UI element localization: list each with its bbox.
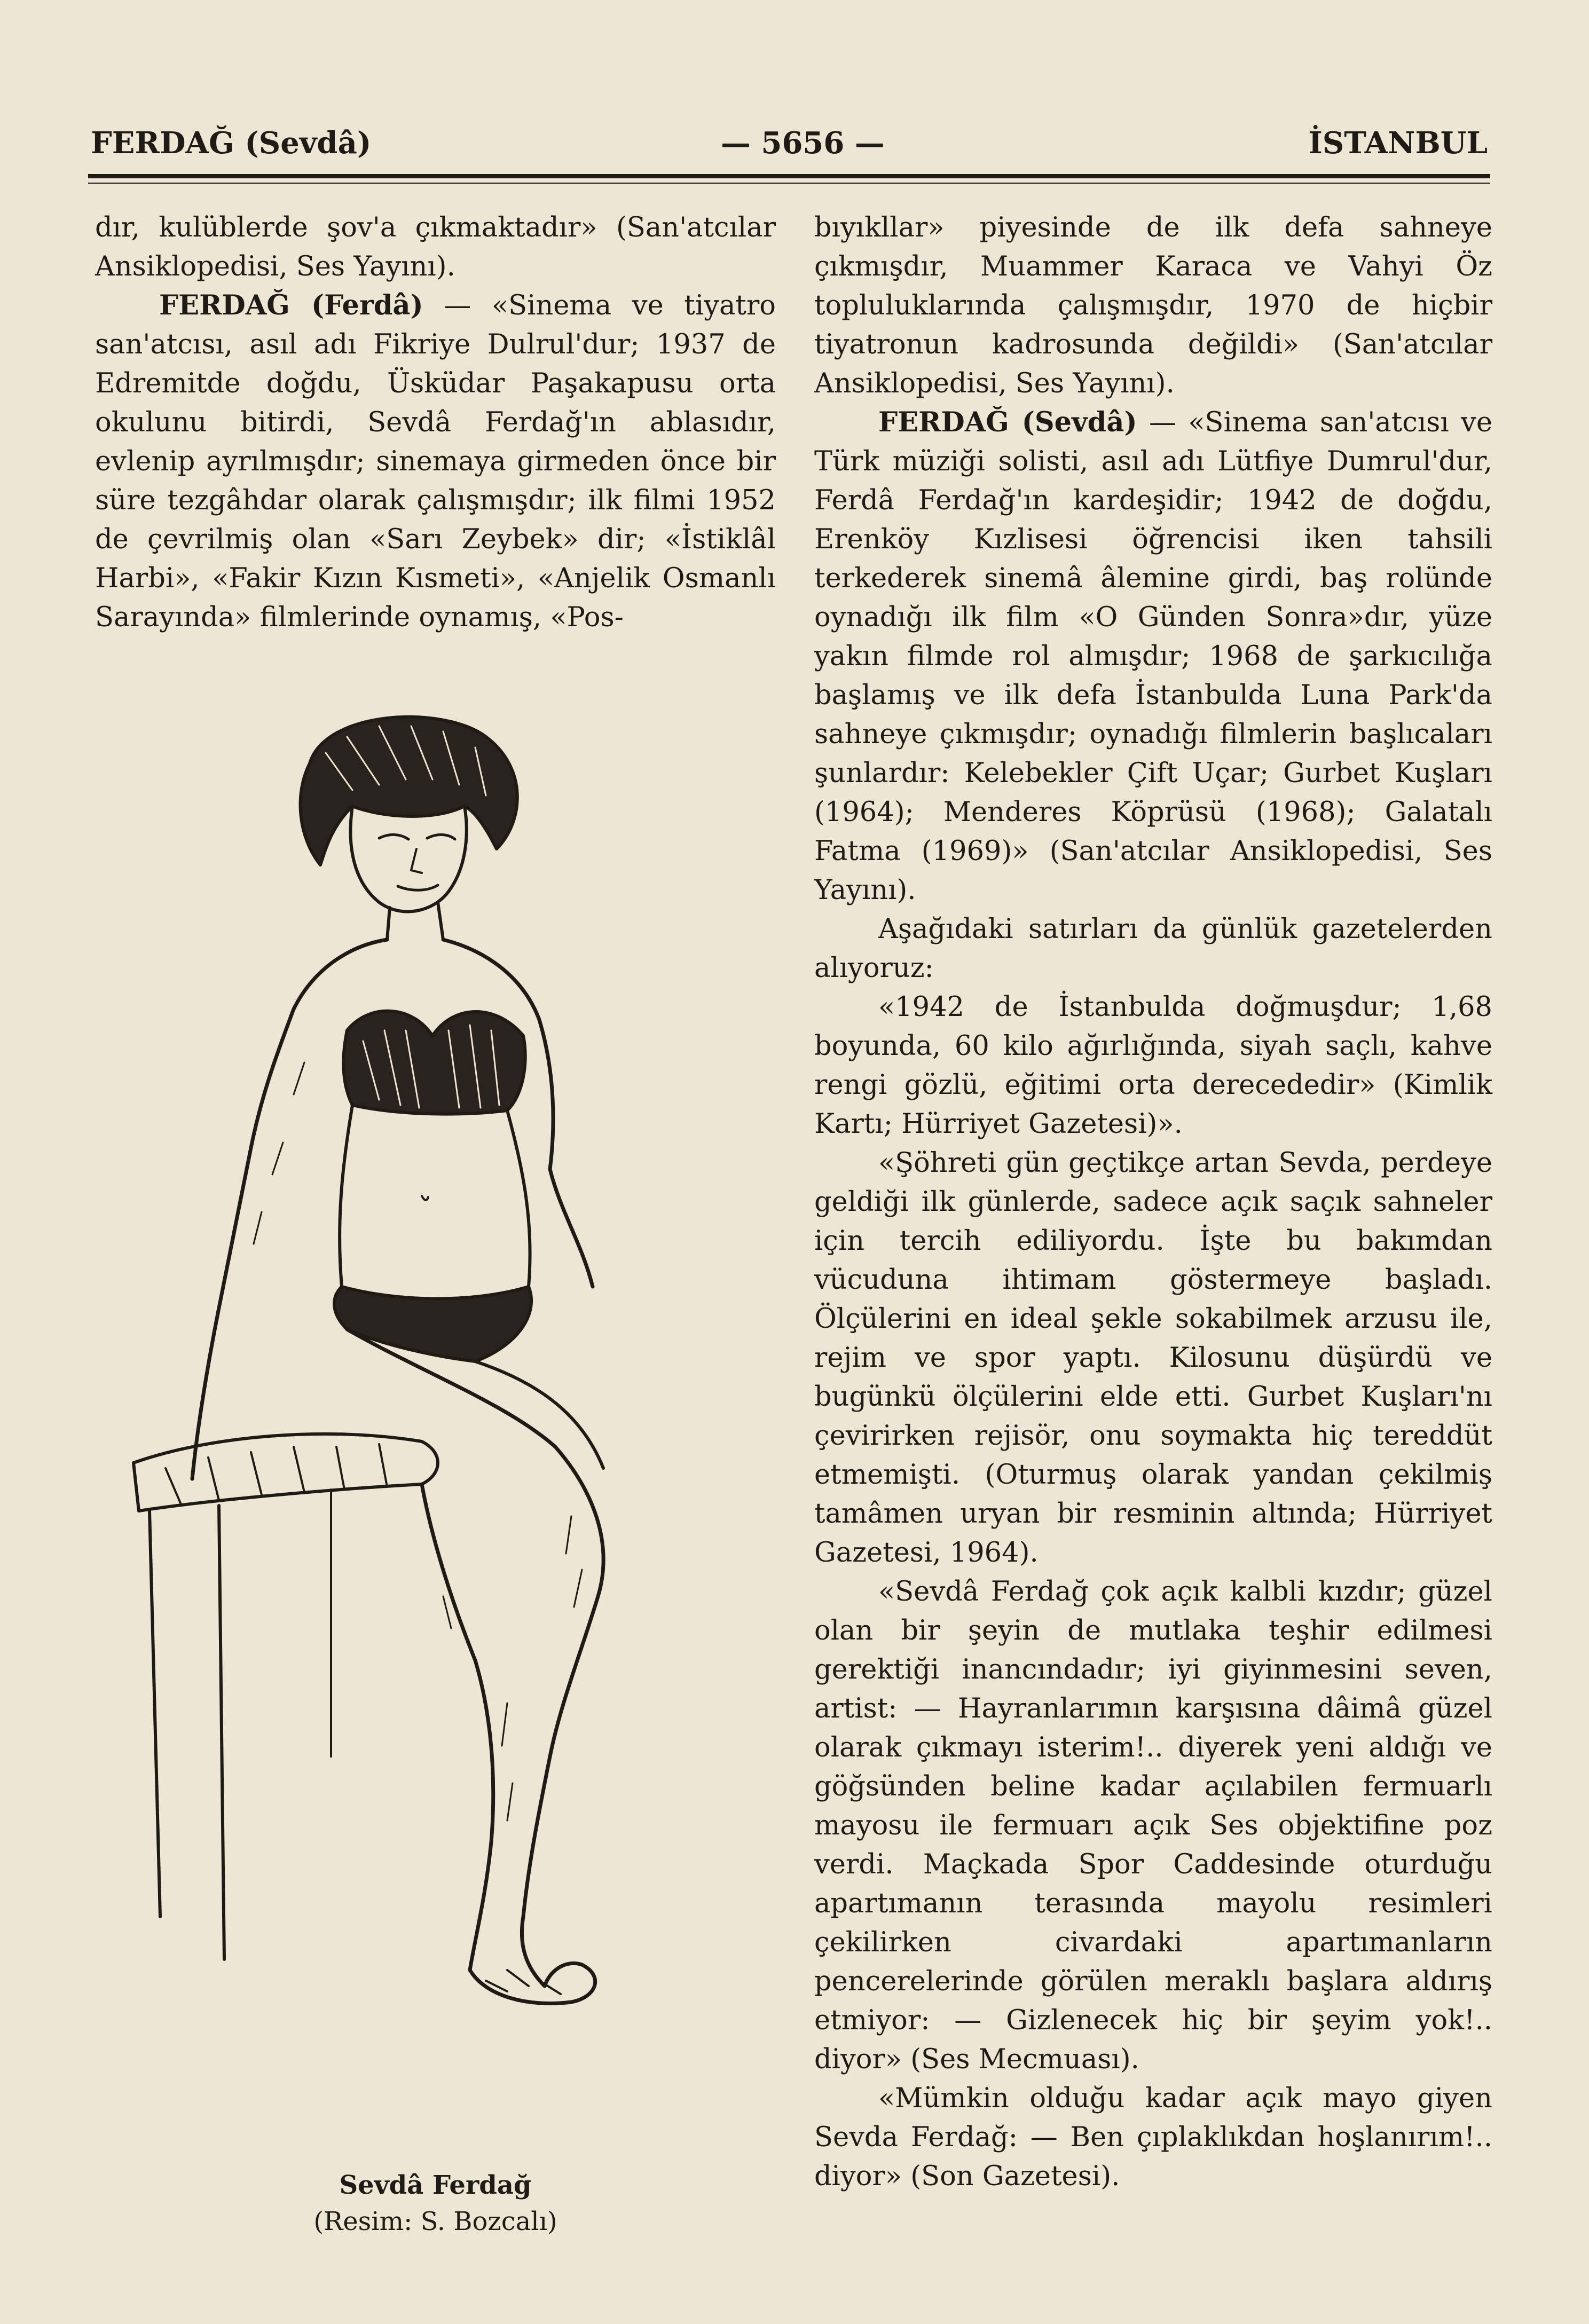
ink-drawing-image bbox=[101, 689, 742, 2168]
right-paragraph-4: «1942 de İstanbulda doğmuşdur; 1,68 boyunda, 60 kilo ağırlığında, siyah saçlı, kahve rengi gözlü, eğitimi orta derecededir» (Kimlik Kartı; Hürriyet Gazetesi)». bbox=[814, 991, 1492, 1140]
right-paragraph-1: bıyıkllar» piyesinde de ilk defa sahneye çıkmışdır, Muammer Karaca ve Vahyi Öz topluluklarında çalışmışdır, 1970 de hiçbir tiyatronun kadrosunda değildi» (San'atcılar Ansiklopedisi, Ses Yayını). bbox=[814, 212, 1492, 399]
entry-name-sevda: FERDAĞ (Sevdâ) bbox=[878, 406, 1137, 438]
portrait-illustration bbox=[101, 689, 742, 2168]
entry-text-ferda: — «Sinema ve tiyatro san'atcısı, asıl adı Fikriye Dulrul'dur; 1937 de Edremitde doğdu, Üsküdar Paşakapusu orta okulunu bitirdi, Sevdâ Ferdağ'ın ablasıdır, evlenip ayrılmışdır; sinemaya girmeden önce bir süre tezgâhdar olarak çalışmışdır; ilk filmi 1952 de çevrilmiş olan «Sarı Zeybek» dir; «İstiklâl Harbi», «Fakir Kızın Kısmeti», «Anjelik Osmanlı Sarayında» filmlerinde oynamış, «Pos- bbox=[95, 290, 776, 633]
right-paragraph-3: Aşağıdaki satırları da günlük gazetelerden alıyoruz: bbox=[814, 913, 1492, 984]
entry-text-sevda: — «Sinema san'atcısı ve Türk müziği solisti, asıl adı Lütfiye Dumrul'dur, Ferdâ Ferdağ'ın kardeşidir; 1942 de doğdu, Erenköy Kızlisesi öğrencisi iken tahsili terkederek sinemâ âlemine girdi, baş rolünde oynadığı ilk film «O Günden Sonra»dır, yüze yakın filmde rol almışdır; 1968 de şarkıcılığa başlamış ve ilk defa İstanbulda Luna Park'da sahneye çıkmışdır; oynadığı filmlerin başlıcaları şunlardır: Kelebekler Çift Uçar; Gurbet Kuşları (1964); Menderes Köprüsü (1968); Galatalı Fatma (1969)» (San'atcılar Ansiklopedisi, Ses Yayını). bbox=[814, 407, 1492, 906]
right-column bbox=[814, 208, 1492, 2196]
entry-ferda bbox=[95, 286, 776, 637]
left-column bbox=[95, 208, 776, 637]
header-section: İSTANBUL bbox=[1308, 125, 1488, 161]
header-rule-thin bbox=[88, 183, 1490, 184]
entry-sevda bbox=[814, 403, 1492, 910]
running-header bbox=[91, 125, 1488, 168]
right-paragraph-5: «Şöhreti gün geçtikçe artan Sevda, perdeye geldiği ilk günlerde, sadece açık saçık sahneler için tercih ediliyordu. İşte bu bakımdan vücuduna ihtimam göstermeye başladı. Ölçülerini en ideal şekle sokabilmek arzusu ile, rejim ve spor yaptı. Kilosunu düşürdü ve bugünkü ölçülerini elde etti. Gurbet Kuşları'nı çevirirken rejisör, onu soymakta hiç tereddüt etmemişti. (Oturmuş olarak yandan çekilmiş tamâmen uryan bir resminin altında; Hürriyet Gazetesi, 1964). bbox=[814, 1147, 1492, 1569]
right-paragraph-7: «Mümkin olduğu kadar açık mayo giyen Sevda Ferdağ: — Ben çıplaklıkdan hoşlanırım!.. diyor» (Son Gazetesi). bbox=[814, 2083, 1492, 2192]
entry-name-ferda: FERDAĞ (Ferdâ) bbox=[159, 289, 423, 321]
header-entry-name: FERDAĞ (Sevdâ) bbox=[91, 125, 372, 161]
figure-caption-credit: (Resim: S. Bozcalı) bbox=[313, 2207, 557, 2236]
page-number: — 5656 — bbox=[721, 125, 885, 161]
figure-caption-title: Sevdâ Ferdağ bbox=[339, 2170, 532, 2200]
header-rule bbox=[88, 174, 1490, 178]
right-paragraph-6: «Sevdâ Ferdağ çok açık kalbli kızdır; güzel olan bir şeyin de mutlaka teşhir edilmesi gerektiği inancındadır; iyi giyinmesini seven, artist: — Hayranlarımın karşısına dâimâ güzel olarak çıkmayı isterim!.. diyerek yeni aldığı ve göğsünden beline kadar açılabilen fermuarlı mayosu ile fermuarı açık Ses objektifine poz verdi. Maçkada Spor Caddesinde oturduğu apartımanın terasında mayolu resimleri çekilirken civardaki apartımanların pencerelerinde görülen meraklı başlara aldırış etmiyor: — Gizlenecek hiç bir şeyim yok!.. diyor» (Ses Mecmuası). bbox=[814, 1576, 1492, 2075]
left-paragraph-1: dır, kulüblerde şov'a çıkmaktadır» (San'atcılar Ansiklopedisi, Ses Yayını). bbox=[95, 212, 776, 282]
